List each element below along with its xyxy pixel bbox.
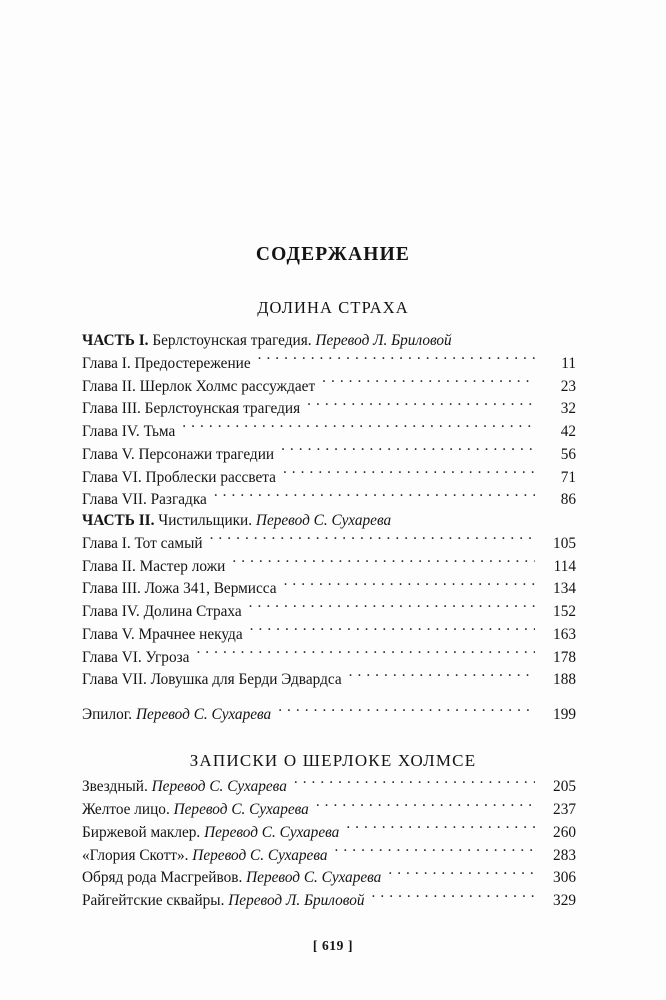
story-translator: Перевод С. Сухарева xyxy=(173,801,309,819)
dot-leader xyxy=(196,646,535,661)
dot-leader xyxy=(283,466,535,481)
story-translator: Перевод С. Сухарева xyxy=(246,869,382,887)
toc-entry-page: 86 xyxy=(560,491,576,509)
toc-entry[interactable] xyxy=(82,555,576,578)
toc-entry-label: Глава I. Предостережение xyxy=(82,354,251,372)
toc-entry[interactable] xyxy=(82,466,576,489)
dot-leader xyxy=(294,776,535,791)
toc-entry-label: Глава VII. Разгадка xyxy=(82,491,207,509)
toc-entry-page: 178 xyxy=(553,648,576,666)
part-header-1-number: ЧАСТЬ I. xyxy=(82,332,149,349)
part-header-2 xyxy=(82,510,576,532)
part-header-2-translator: Перевод С. Сухарева xyxy=(255,512,392,529)
toc-entry-page: 71 xyxy=(560,468,576,486)
dot-leader xyxy=(250,623,535,638)
toc-entry[interactable] xyxy=(82,578,576,601)
part-header-1-translator: Перевод Л. Бриловой xyxy=(315,332,452,349)
dot-leader xyxy=(210,532,535,547)
toc-entry[interactable] xyxy=(82,867,576,890)
dot-leader xyxy=(232,555,535,570)
page-title: СОДЕРЖАНИЕ xyxy=(255,244,411,265)
book-heading-memoirs: ЗАПИСКИ О ШЕРЛОКЕ ХОЛМСЕ xyxy=(189,751,477,770)
toc-entry-label: Глава III. Берлстоунская трагедия xyxy=(82,400,301,418)
dot-leader xyxy=(278,704,535,719)
dot-leader xyxy=(322,375,535,390)
epilogue-translator: Перевод С. Сухарева xyxy=(135,706,272,724)
toc-entry-page: 205 xyxy=(553,778,576,796)
dot-leader xyxy=(258,352,535,367)
toc-entry-page: 260 xyxy=(553,823,576,841)
toc-entry-page: 329 xyxy=(553,892,576,910)
toc-entry-label: Глава VI. Угроза xyxy=(82,648,190,666)
story-title: «Глория Скотт». xyxy=(82,846,189,864)
story-title: Звездный. xyxy=(82,778,148,796)
part-header-2-number: ЧАСТЬ II. xyxy=(82,512,155,529)
dot-leader xyxy=(388,867,535,882)
toc-entry[interactable] xyxy=(82,776,576,799)
toc-entry-label: Глава II. Шерлок Холмс рассуждает xyxy=(82,377,316,395)
toc-block-epilogue xyxy=(82,704,576,727)
toc-entry-page: 163 xyxy=(553,625,576,643)
toc-block-part-1 xyxy=(82,330,576,512)
toc-entry-page: 23 xyxy=(560,377,576,395)
toc-entry-label: Глава I. Тот самый xyxy=(82,534,203,552)
toc-entry[interactable] xyxy=(82,799,576,822)
dot-leader xyxy=(307,398,535,413)
story-title: Обряд рода Масгрейвов. xyxy=(82,869,243,887)
book-heading-valley-of-fear: ДОЛИНА СТРАХА xyxy=(257,298,409,317)
epilogue-title: Эпилог. xyxy=(82,706,133,724)
toc-entry-page: 105 xyxy=(553,534,576,552)
toc-entry[interactable] xyxy=(82,352,576,375)
toc-entry[interactable] xyxy=(82,443,576,466)
toc-entry[interactable] xyxy=(82,375,576,398)
toc-entry[interactable] xyxy=(82,669,576,692)
part-header-1-title: Берлстоунская трагедия. xyxy=(152,332,312,349)
dot-leader xyxy=(349,669,535,684)
dot-leader xyxy=(372,890,535,905)
toc-entry-label: Глава V. Мрачнее некуда xyxy=(82,625,243,643)
toc-entry-page: 42 xyxy=(560,423,576,440)
toc-entry-page: 152 xyxy=(553,603,576,620)
story-translator: Перевод С. Сухарева xyxy=(151,778,287,796)
toc-entry-label: Глава II. Мастер ложи xyxy=(82,557,226,575)
toc-entry-page: 199 xyxy=(553,706,576,724)
part-header-2-title: Чистильщики. xyxy=(158,512,253,529)
toc-entry-page: 283 xyxy=(553,846,576,864)
toc-entry-label: Глава V. Персонажи трагедии xyxy=(82,445,275,463)
toc-entry[interactable] xyxy=(82,623,576,646)
toc-entry-label: Глава VI. Проблески рассвета xyxy=(82,468,276,486)
toc-entry-page: 188 xyxy=(553,671,576,689)
toc-entry[interactable] xyxy=(82,822,576,845)
story-title: Биржевой маклер. xyxy=(82,823,201,841)
story-title: Райгейтские сквайры. xyxy=(82,892,225,910)
toc-block-stories xyxy=(82,776,576,913)
toc-entry[interactable] xyxy=(82,421,576,444)
toc-entry-epilogue[interactable] xyxy=(82,704,576,727)
toc-entry[interactable] xyxy=(82,489,576,512)
toc-entry-page: 134 xyxy=(553,580,576,598)
dot-leader xyxy=(284,578,535,593)
toc-entry-label: Глава VII. Ловушка для Берди Эдвардса xyxy=(82,671,342,689)
toc-entry-label: Глава IV. Тьма xyxy=(82,423,176,440)
toc-entry-page: 237 xyxy=(553,801,576,819)
dot-leader xyxy=(316,799,535,814)
story-title: Желтое лицо. xyxy=(82,801,170,819)
toc-block-part-2 xyxy=(82,510,576,692)
part-header-1 xyxy=(82,330,576,352)
dot-leader xyxy=(335,844,535,859)
toc-entry[interactable] xyxy=(82,890,576,913)
toc-entry-page: 114 xyxy=(553,557,576,575)
toc-entry-page: 56 xyxy=(560,445,576,463)
toc-entry-label: Глава III. Ложа 341, Вермисса xyxy=(82,580,277,598)
toc-entry-page: 306 xyxy=(553,869,576,887)
dot-leader xyxy=(249,601,535,616)
toc-entry[interactable] xyxy=(82,398,576,421)
story-translator: Перевод С. Сухарева xyxy=(204,823,340,841)
dot-leader xyxy=(182,421,535,436)
dot-leader xyxy=(346,822,535,837)
story-translator: Перевод Л. Бриловой xyxy=(228,892,365,910)
toc-entry[interactable] xyxy=(82,532,576,555)
toc-entry-label: Глава IV. Долина Страха xyxy=(82,603,242,620)
story-translator: Перевод С. Сухарева xyxy=(192,846,328,864)
toc-entry-page: 32 xyxy=(560,400,576,418)
toc-entry[interactable] xyxy=(82,646,576,669)
dot-leader xyxy=(214,489,535,504)
dot-leader xyxy=(281,443,535,458)
toc-entry[interactable] xyxy=(82,844,576,867)
toc-entry-page: 11 xyxy=(561,354,576,372)
toc-entry[interactable] xyxy=(82,601,576,624)
folio-page-number: [ 619 ] xyxy=(312,938,354,953)
